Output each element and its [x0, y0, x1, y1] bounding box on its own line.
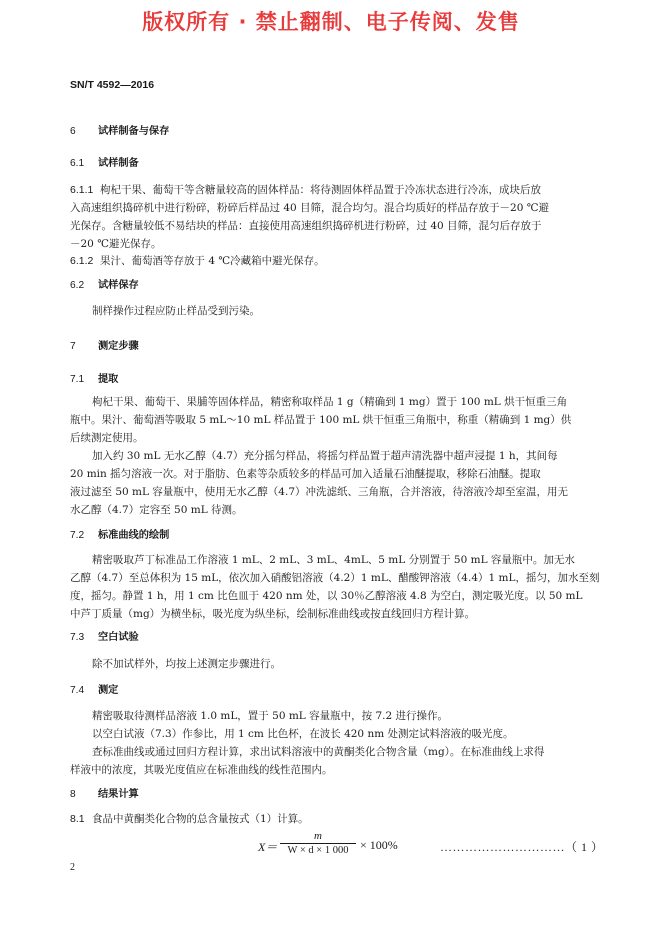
section-7-4-heading: 7.4 测定	[70, 685, 119, 696]
section-7-4-line-2: 以空白试液（7.3）作参比，用 1 cm 比色杯，在波长 420 nm 处测定试料溶液的吸光度。	[92, 728, 514, 740]
formula-1	[0, 830, 662, 860]
clause-8-1: 8.1 食品中黄酮类化合物的总含量按式（1）计算。	[70, 813, 309, 825]
section-7-4-line-3: 查标准曲线或通过回归方程计算，求出试料溶液中的黄酮类化合物含量（mg）。在标准曲线上求得	[92, 746, 545, 758]
section-7-2-line-3: 度，摇匀。静置 1 h，用 1 cm 比色皿于 420 nm 处，以 30％乙醇溶液 4.8 为空白，测定吸光度。以 50 mL	[70, 590, 583, 602]
clause-6-1-1-line-4: －20 ℃避光保存。	[70, 238, 162, 250]
standard-code-header: SN/T 4592—2016	[70, 79, 155, 91]
section-7-3-heading: 7.3 空白试验	[70, 632, 139, 643]
section-7-2-line-2: 乙醇（4.7）至总体积为 15 mL，依次加入硝酸铝溶液（4.2）1 mL、醋酸钾溶液（4.4）1 mL，摇匀，加水至刻	[70, 572, 600, 584]
section-7-2-line-4: 中芦丁质量（mg）为横坐标，吸光度为纵坐标，绘制标准曲线或按直线回归方程计算。	[70, 608, 476, 620]
formula-numerator: m	[314, 830, 322, 842]
section-8-heading: 8 结果计算	[70, 789, 139, 800]
section-7-3-text: 除不加试样外，均按上述测定步骤进行。	[92, 658, 281, 670]
section-7-2-line-1: 精密吸取芦丁标准品工作溶液 1 mL、2 mL、3 mL、4mL、5 mL 分别置于 50 mL 容量瓶中。加无水	[92, 554, 575, 566]
section-7-heading: 7 测定步骤	[70, 341, 139, 352]
formula-fraction	[280, 830, 356, 857]
clause-6-1-2: 6.1.2 果汁、葡萄酒等存放于 4 ℃冷藏箱中避光保存。	[70, 255, 325, 267]
copyright-watermark: 版权所有 · 禁止翻制、电子传阅、发售	[142, 10, 520, 34]
section-7-4-line-4: 样液中的浓度，其吸光度值应在标准曲线的线性范围内。	[70, 764, 333, 776]
clause-6-1-1-line-3: 光保存。含糖量较低不易结块的样品：直接使用高速组织捣碎机进行粉碎，过 40 目筛，混匀后存放于	[70, 220, 542, 232]
clause-6-1-1-line-2: 入高速组织捣碎机中进行粉碎，粉碎后样品过 40 目筛，混合均匀。混合均质好的样品存放于－20 ℃避	[70, 202, 549, 214]
section-7-1-p1-line-1: 枸杞干果、葡萄干、果脯等固体样品，精密称取样品 1 g（精确到 1 mg）置于 100 mL 烘干恒重三角	[92, 396, 568, 408]
section-7-1-p2-line-4: 水乙醇（4.7）定容至 50 mL 待测。	[70, 504, 243, 516]
section-6-2-text: 制样操作过程应防止样品受到污染。	[92, 305, 260, 317]
section-6-2-heading: 6.2 试样保存	[70, 280, 139, 291]
formula-multiplier: × 100%	[360, 838, 398, 852]
section-7-1-heading: 7.1 提取	[70, 374, 119, 385]
section-7-2-heading: 7.2 标准曲线的绘制	[70, 530, 170, 541]
section-7-1-p2-line-2: 20 min 摇匀溶液一次。对于脂肪、色素等杂质较多的样品可加入适量石油醚提取，移除石油醚。提取	[70, 468, 541, 480]
section-7-1-p2-line-1: 加入约 30 mL 无水乙醇（4.7）充分摇匀样品，将摇匀样品置于超声清洗器中超声浸提 1 h，其间每	[92, 450, 558, 462]
clause-6-1-1-line-1: 6.1.1 枸杞干果、葡萄干等含糖量较高的固体样品：将待测固体样品置于冷冻状态进行冷冻，成块后放	[70, 184, 541, 196]
section-7-1-p2-line-3: 液过滤至 50 mL 容量瓶中，使用无水乙醇（4.7）冲洗滤纸、三角瓶，合并溶液，待溶液冷却至室温，用无	[70, 486, 568, 498]
formula-denominator: W × d × 1 000	[287, 845, 349, 856]
page-number: 2	[70, 862, 75, 873]
section-6-1-heading: 6.1 试样制备	[70, 158, 139, 169]
fraction-bar	[280, 843, 356, 844]
formula-lhs: X＝	[258, 840, 278, 854]
section-6-heading: 6 试样制备与保存	[70, 126, 170, 137]
section-7-4-line-1: 精密吸取待测样品溶液 1.0 mL，置于 50 mL 容量瓶中，按 7.2 进行操作。	[92, 710, 448, 722]
section-7-1-p1-line-2: 瓶中。果汁、葡萄酒等吸取 5 mL～10 mL 样品置于 100 mL 烘干恒重三角瓶中，称重（精确到 1 mg）供	[70, 414, 572, 426]
equation-number: …………………………（ 1 ）	[440, 840, 604, 854]
section-7-1-p1-line-3: 后续测定使用。	[70, 432, 144, 444]
